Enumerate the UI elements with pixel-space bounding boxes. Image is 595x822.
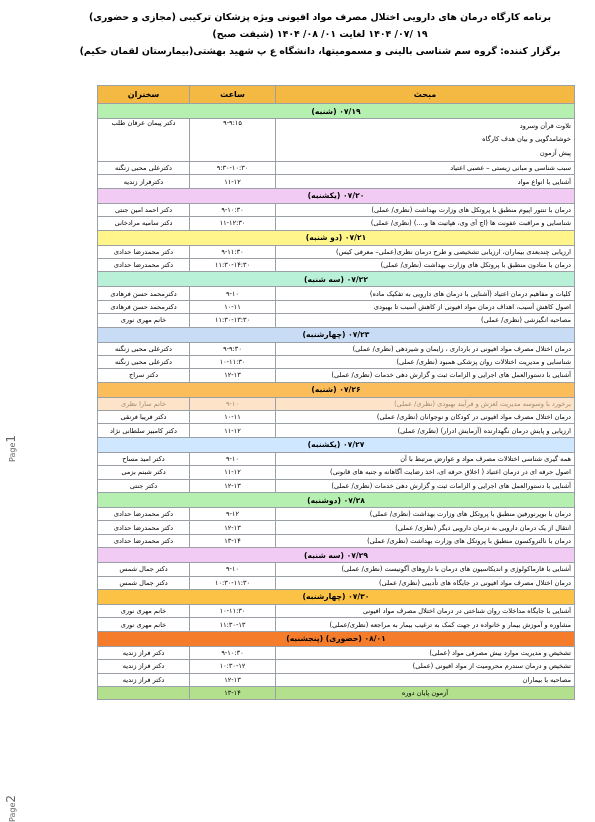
time-cell: ۹-۱۰ bbox=[190, 397, 276, 410]
speaker-cell bbox=[98, 686, 190, 699]
day-row bbox=[98, 493, 575, 508]
time-cell: ۱۰-۱۱:۳۰ bbox=[190, 355, 276, 368]
speaker-cell: دکتر کامبیز سلطانی نژاد bbox=[98, 424, 190, 437]
table-row bbox=[98, 452, 575, 465]
topic-cell: آشنایی با دستورالعمل های اجرایی و الزامات ثبت و گزارش دهی خدمات (نظری/ عملی) bbox=[276, 479, 575, 492]
page-label-prefix: Page bbox=[8, 442, 17, 462]
table-row bbox=[98, 673, 575, 686]
topic-cell: درمان اختلال مصرف مواد افیونی در کودکان و نوجوانان (نظری/ عملی) bbox=[276, 411, 575, 424]
time-cell: ۹-۹:۱۵ bbox=[190, 119, 276, 162]
day-title: (سه شنبه) ۰۷/۲۹ bbox=[98, 548, 575, 563]
topic-cell: آشنایی با جایگاه مداخلات روان شناختی در درمان اختلال مصرف مواد افیونی bbox=[276, 604, 575, 617]
speaker-cell: دکتر فراز زندیه bbox=[98, 673, 190, 686]
speaker-cell: دکترعلی محبی زنگنه bbox=[98, 162, 190, 175]
table-row bbox=[98, 397, 575, 410]
time-cell: ۹-۱۰ bbox=[190, 563, 276, 576]
day-title: (چهارشنبه) ۰۷/۲۳ bbox=[98, 327, 575, 342]
speaker-cell: دکترمحمد حسن فرهادی bbox=[98, 300, 190, 313]
topic-cell: شناسایی و مراقبت عفونت ها (اچ آی وی، هپاتیت ها و....) (نظری/ عملی) bbox=[276, 217, 575, 230]
table-row bbox=[98, 300, 575, 313]
table-row bbox=[98, 604, 575, 617]
topic-cell: آشنایی با انواع مواد bbox=[276, 175, 575, 188]
column-header-time: ساعت bbox=[190, 86, 276, 104]
day-title: (چهارشنبه) ۰۷/۳۰ bbox=[98, 589, 575, 604]
speaker-cell: دکترمحمد حسن فرهادی bbox=[98, 287, 190, 300]
day-row bbox=[98, 188, 575, 203]
day-row bbox=[98, 631, 575, 646]
day-title: (دو شنبه) ۰۷/۲۱ bbox=[98, 230, 575, 245]
table-row bbox=[98, 466, 575, 479]
time-cell: ۱۲-۱۳ bbox=[190, 479, 276, 492]
topic-cell: کلیات و مفاهیم درمان اعتیاد (آشنایی با درمان های دارویی به تفکیک ماده) bbox=[276, 287, 575, 300]
schedule-table bbox=[97, 85, 575, 700]
topic-cell: درمان با تنتور اپیوم منطبق با پروتکل های وزارت بهداشت (نظری/ عملی) bbox=[276, 203, 575, 216]
topic-cell: همه گیری شناسی اختلالات مصرف مواد و عوارض مرتبط با آن bbox=[276, 452, 575, 465]
day-row bbox=[98, 437, 575, 452]
speaker-cell: دکتر جمال شمس bbox=[98, 563, 190, 576]
table-row bbox=[98, 203, 575, 216]
topic-cell: درمان با متادون منطبق با پروتکل های وزارت بهداشت (نظری/ عملی) bbox=[276, 258, 575, 271]
speaker-cell: دکتر سامیه مرادخانی bbox=[98, 217, 190, 230]
speaker-cell: دکترعلی محبی زنگنه bbox=[98, 342, 190, 355]
time-cell: ۱۳-۱۴ bbox=[190, 686, 276, 699]
speaker-cell: دکتر جنتی bbox=[98, 479, 190, 492]
topic-cell: درمان با بوپرنورفین منطبق با پروتکل های وزارت بهداشت (نظری/ عملی) bbox=[276, 508, 575, 521]
time-cell: ۱۱-۱۲:۳۰ bbox=[190, 217, 276, 230]
table-row bbox=[98, 175, 575, 188]
topic-cell: انتقال از یک درمان دارویی به درمان دارویی دیگر (نظری/ عملی) bbox=[276, 521, 575, 534]
speaker-cell: دکتر محمدرضا حدادی bbox=[98, 245, 190, 258]
speaker-cell: خانم مهری نوری bbox=[98, 314, 190, 327]
page-label-2 bbox=[4, 795, 18, 822]
speaker-cell: دکترفراز زندیه bbox=[98, 175, 190, 188]
table-row bbox=[98, 217, 575, 230]
time-cell: ۹-۱۱:۳۰ bbox=[190, 245, 276, 258]
topic-cell: شناسایی و مدیریت اختلالات روان پزشکی همبود (نظری/ عملی) bbox=[276, 355, 575, 368]
time-cell: ۹-۱۰:۳۰ bbox=[190, 646, 276, 659]
topic-cell: آزمون پایان دوره bbox=[276, 686, 575, 699]
day-row bbox=[98, 230, 575, 245]
table-row bbox=[98, 479, 575, 492]
time-cell: ۱۰:۳۰-۱۲ bbox=[190, 660, 276, 673]
time-cell: ۱۰:۳۰-۱۱:۳۰ bbox=[190, 576, 276, 589]
topic-cell: مصاحبه با بیماران bbox=[276, 673, 575, 686]
column-header-speaker: سخنران bbox=[98, 86, 190, 104]
table-row bbox=[98, 686, 575, 699]
table-row bbox=[98, 576, 575, 589]
topic-cell: آشنایی با دستورالعمل های اجرایی و الزامات ثبت و گزارش دهی خدمات (نظری/ عملی) bbox=[276, 369, 575, 382]
speaker-cell: دکتر شبنم بزمی bbox=[98, 466, 190, 479]
topic-cell: اصول کاهش آسیب، اهداف درمان مواد افیونی از کاهش آسیب تا بهبودی bbox=[276, 300, 575, 313]
day-title: (پنجشنبه) ۰۸/۰۱ (حضوری) bbox=[98, 631, 575, 646]
time-cell: ۱۱:۳۰-۱۳:۳۰ bbox=[190, 314, 276, 327]
page-label-number: 2 bbox=[4, 794, 18, 803]
time-cell: ۹-۱۰ bbox=[190, 287, 276, 300]
page-label-number: 1 bbox=[4, 434, 18, 443]
table-row bbox=[98, 646, 575, 659]
table-row bbox=[98, 162, 575, 175]
time-cell: ۱۱:۳۰-۱۴:۳۰ bbox=[190, 258, 276, 271]
speaker-cell: دکترعلی محبی زنگنه bbox=[98, 355, 190, 368]
table-row bbox=[98, 245, 575, 258]
time-cell: ۱۱:۳۰-۱۳ bbox=[190, 618, 276, 631]
speaker-cell: دکتر امید مساح bbox=[98, 452, 190, 465]
program-dates: ۱۹ /۰۷/ ۱۴۰۴ لغایت ۰۱/ ۰۸/ ۱۴۰۴ (شیفت صبح) bbox=[212, 29, 428, 40]
topic-cell: تشخیص و درمان سندرم محرومیت از مواد افیونی (عملی) bbox=[276, 660, 575, 673]
speaker-cell: دکتر فراز زندیه bbox=[98, 646, 190, 659]
topic-line: تلاوت قرآن وسرود bbox=[519, 122, 571, 131]
topic-cell bbox=[276, 119, 575, 162]
topic-line: پیش آزمون bbox=[539, 148, 571, 157]
speaker-cell: خانم مهری نوری bbox=[98, 604, 190, 617]
table-row bbox=[98, 660, 575, 673]
day-row bbox=[98, 589, 575, 604]
table-row bbox=[98, 424, 575, 437]
table-row bbox=[98, 411, 575, 424]
table-row bbox=[98, 508, 575, 521]
table-row bbox=[98, 314, 575, 327]
table-row bbox=[98, 534, 575, 547]
day-title: (یکشنبه) ۰۷/۲۰ bbox=[98, 188, 575, 203]
topic-cell: تشخیص و مدیریت موارد بیش مصرفی مواد (عملی) bbox=[276, 646, 575, 659]
speaker-cell: دکتر فراز زندیه bbox=[98, 660, 190, 673]
speaker-cell: دکتر جمال شمس bbox=[98, 576, 190, 589]
program-organizer: برگزار کننده: گروه سم شناسی بالینی و مسمومیتها، دانشگاه ع پ شهید بهشتی(بیمارستان لقمان حکیم) bbox=[79, 46, 561, 57]
table-row bbox=[98, 369, 575, 382]
program-title: برنامه کارگاه درمان های دارویی اختلال مصرف مواد افیونی ویژه پزشکان ترکیبی (مجازی و حضوری) bbox=[89, 12, 551, 23]
table-row bbox=[98, 618, 575, 631]
time-cell: ۱۰-۱۱:۳۰ bbox=[190, 604, 276, 617]
time-cell: ۹-۱۰:۳۰ bbox=[190, 203, 276, 216]
table-row bbox=[98, 119, 575, 162]
day-row bbox=[98, 327, 575, 342]
day-title: (شنبه) ۰۷/۲۶ bbox=[98, 382, 575, 397]
speaker-cell: دکتر پیمان عرفان طلب bbox=[98, 119, 190, 162]
table-row bbox=[98, 287, 575, 300]
speaker-cell: دکتر احمد امین جنتی bbox=[98, 203, 190, 216]
time-cell: ۹-۹:۳۰ bbox=[190, 342, 276, 355]
speaker-cell: دکتر فریبا فرنقی bbox=[98, 411, 190, 424]
day-row bbox=[98, 382, 575, 397]
page-label-prefix: Page bbox=[8, 802, 17, 822]
topic-cell: درمان با نالتروکسون منطبق با پروتکل های وزارت بهداشت (نظری/ عملی) bbox=[276, 534, 575, 547]
table-row bbox=[98, 342, 575, 355]
speaker-cell: دکتر محمدرضا حدادی bbox=[98, 508, 190, 521]
day-title: (یکشنبه) ۰۷/۲۷ bbox=[98, 437, 575, 452]
topic-cell: مصاحبه انگیزشی (نظری/ عملی) bbox=[276, 314, 575, 327]
topic-cell: سبب شناسی و مبانی زیستی – عصبی اعتیاد bbox=[276, 162, 575, 175]
time-cell: ۱۰-۱۱ bbox=[190, 411, 276, 424]
table-row bbox=[98, 355, 575, 368]
table-row bbox=[98, 258, 575, 271]
speaker-cell: دکتر محمدرضا حدادی bbox=[98, 258, 190, 271]
time-cell: ۱۳-۱۴ bbox=[190, 534, 276, 547]
table-row bbox=[98, 563, 575, 576]
speaker-cell: خانم مهری نوری bbox=[98, 618, 190, 631]
time-cell: ۹-۱۰ bbox=[190, 452, 276, 465]
column-header-topic: مبحث bbox=[276, 86, 575, 104]
topic-line: خوشامدگویی و بیان هدف کارگاه bbox=[482, 135, 571, 144]
time-cell: ۱۱-۱۲ bbox=[190, 175, 276, 188]
day-row bbox=[98, 104, 575, 119]
time-cell: ۱۲-۱۳ bbox=[190, 521, 276, 534]
time-cell: ۱۱-۱۲ bbox=[190, 466, 276, 479]
time-cell: ۱۰-۱۱ bbox=[190, 300, 276, 313]
time-cell: ۹:۳۰-۱۰:۳۰ bbox=[190, 162, 276, 175]
table-row bbox=[98, 521, 575, 534]
time-cell: ۱۲-۱۳ bbox=[190, 673, 276, 686]
day-title: (سه شنبه) ۰۷/۲۲ bbox=[98, 272, 575, 287]
time-cell: ۱۲-۱۳ bbox=[190, 369, 276, 382]
topic-cell: آشنایی با فارماکولوژی و اندیکاسیون های درمان با داروهای آگونیست (نظری/ عملی) bbox=[276, 563, 575, 576]
time-cell: ۹-۱۲ bbox=[190, 508, 276, 521]
speaker-cell: خانم سارا نظری bbox=[98, 397, 190, 410]
topic-cell: درمان اختلال مصرف مواد افیونی در بارداری ، زایمان و شیردهی (نظری/ عملی) bbox=[276, 342, 575, 355]
speaker-cell: دکتر محمدرضا حدادی bbox=[98, 534, 190, 547]
topic-cell: ارزیابی و پایش درمان نگهدارنده (آزمایش ادرار) (نظری/ عملی) bbox=[276, 424, 575, 437]
topic-cell: اصول حرفه ای در درمان اعتیاد ( اخلاق حرفه ای، اخذ رضایت آگاهانه و جنبه های قانونی) bbox=[276, 466, 575, 479]
day-title: (دوشنبه) ۰۷/۲۸ bbox=[98, 493, 575, 508]
day-row bbox=[98, 272, 575, 287]
table-header-row bbox=[98, 86, 575, 104]
time-cell: ۱۱-۱۲ bbox=[190, 424, 276, 437]
day-row bbox=[98, 548, 575, 563]
page-label-1 bbox=[4, 435, 18, 462]
day-title: (شنبه) ۰۷/۱۹ bbox=[98, 104, 575, 119]
speaker-cell: دکتر محمدرضا حدادی bbox=[98, 521, 190, 534]
topic-cell: ارزیابی چندبعدی بیماران، ارزیابی تشخیصی و طرح درمان نظری(عملی– معرفی کیس) bbox=[276, 245, 575, 258]
topic-cell: درمان اختلال مصرف مواد افیونی در جایگاه های تأدیبی (نظری/ عملی) bbox=[276, 576, 575, 589]
topic-cell: برخورد با وسوسه مدیریت لغزش و فرآیند بهبودی (نظری/ عملی) bbox=[276, 397, 575, 410]
speaker-cell: دکتر سراج bbox=[98, 369, 190, 382]
topic-cell: مشاوره و آموزش بیمار و خانواده در جهت کمک به ترغیب بیمار به مراجعه (نظری/عملی) bbox=[276, 618, 575, 631]
